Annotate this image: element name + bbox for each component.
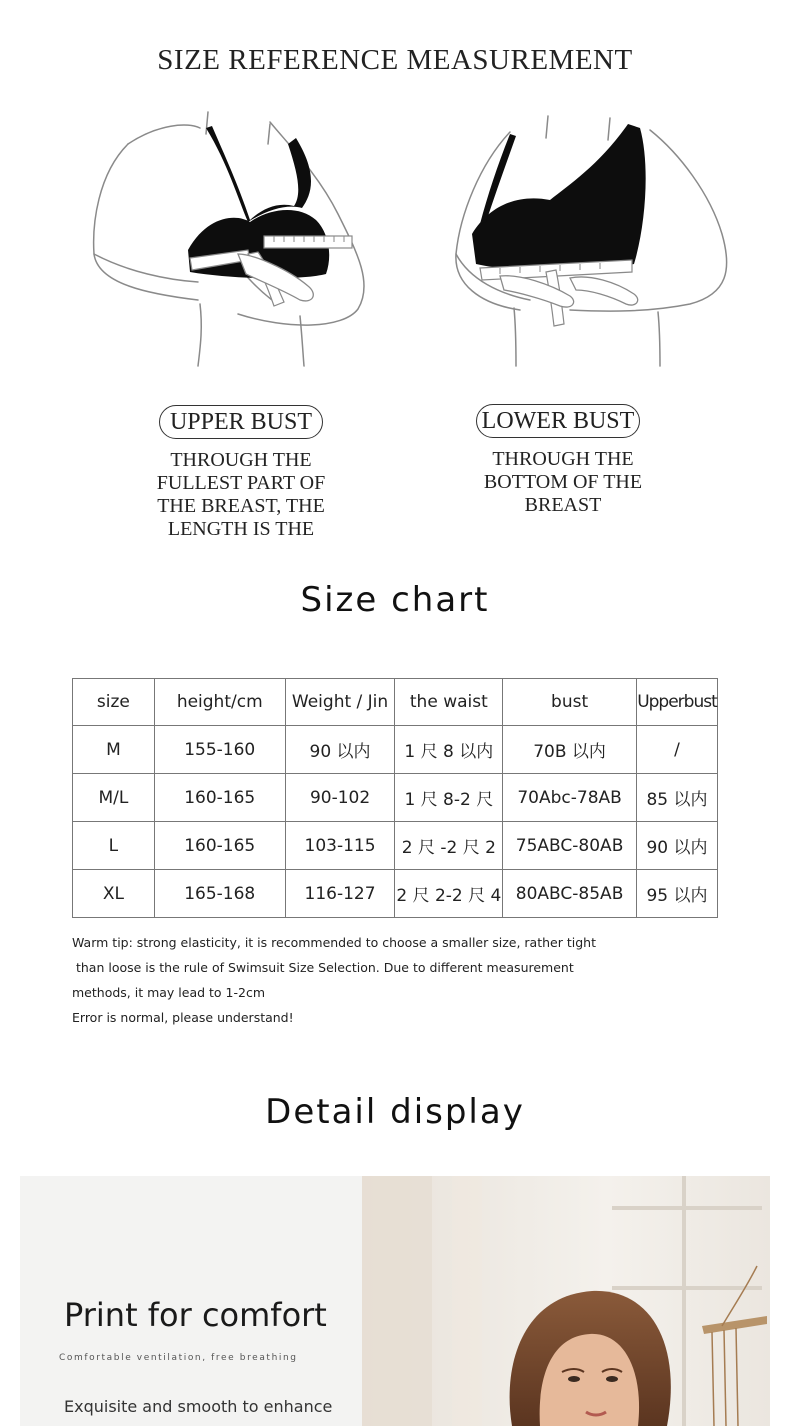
cell-waist: 2 尺 -2 尺 2: [395, 822, 503, 870]
cell-bust: 70Abc-78AB: [503, 774, 637, 822]
header-waist: the waist: [395, 679, 503, 726]
table-row: [73, 822, 718, 870]
cell-height: 155-160: [154, 726, 285, 774]
cell-height: 160-165: [154, 774, 285, 822]
cell-weight: 90 以内: [285, 726, 395, 774]
cell-height: 165-168: [154, 870, 285, 918]
lower-bust-illustration: [450, 104, 740, 370]
cell-size: M/L: [73, 774, 155, 822]
cell-upperbust: 85 以内: [636, 774, 717, 822]
header-bust: bust: [503, 679, 637, 726]
upper-bust-desc-line: LENGTH IS THE: [167, 518, 315, 540]
cell-bust: 75ABC-80AB: [503, 822, 637, 870]
lower-bust-desc-line: THROUGH THE: [492, 448, 634, 470]
model-photo: [362, 1176, 770, 1426]
cell-size: M: [73, 726, 155, 774]
table-row: [73, 726, 718, 774]
upper-bust-desc-line: THROUGH THE: [170, 449, 312, 471]
cell-weight: 90-102: [285, 774, 395, 822]
detail-display-title: Detail display: [265, 1092, 525, 1132]
upper-bust-desc-line: FULLEST PART OF: [156, 472, 326, 494]
size-chart-title: Size chart: [300, 580, 490, 620]
table-row: [73, 870, 718, 918]
tip-line: methods, it may lead to 1-2cm: [72, 985, 266, 1000]
measurement-title: SIZE REFERENCE MEASUREMENT: [157, 44, 633, 76]
cell-upperbust: /: [636, 726, 717, 774]
header-upperbust: Upperbust: [636, 679, 717, 726]
upper-bust-illustration: [88, 104, 378, 370]
header-weight: Weight / Jin: [285, 679, 395, 726]
cell-bust: 70B 以内: [503, 726, 637, 774]
tip-line: Warm tip: strong elasticity, it is recommended to choose a smaller size, rather tight: [72, 935, 596, 950]
cell-weight: 103-115: [285, 822, 395, 870]
table-row: [73, 774, 718, 822]
promo-title: Print for comfort: [64, 1296, 327, 1334]
tip-line: Error is normal, please understand!: [72, 1010, 294, 1025]
cell-size: L: [73, 822, 155, 870]
size-table: [72, 678, 718, 918]
cell-size: XL: [73, 870, 155, 918]
tip-line: than loose is the rule of Swimsuit Size Selection. Due to different measurement: [72, 960, 574, 975]
upper-bust-label: UPPER BUST: [159, 405, 323, 439]
upper-bust-description: [130, 449, 352, 541]
lower-bust-desc-line: BOTTOM OF THE: [483, 471, 643, 493]
cell-height: 160-165: [154, 822, 285, 870]
header-height: height/cm: [154, 679, 285, 726]
promo-text: Exquisite and smooth to enhance: [64, 1397, 333, 1416]
cell-weight: 116-127: [285, 870, 395, 918]
cell-upperbust: 90 以内: [636, 822, 717, 870]
cell-upperbust: 95 以内: [636, 870, 717, 918]
cell-waist: 2 尺 2-2 尺 4: [395, 870, 503, 918]
upper-bust-desc-line: THE BREAST, THE: [157, 495, 325, 517]
table-header-row: [73, 679, 718, 726]
detail-banner: [20, 1176, 770, 1426]
cell-bust: 80ABC-85AB: [503, 870, 637, 918]
detail-text-panel: [20, 1176, 362, 1426]
lower-bust-desc-line: BREAST: [524, 494, 602, 516]
lower-bust-label: LOWER BUST: [476, 404, 640, 438]
cell-waist: 1 尺 8 以内: [395, 726, 503, 774]
header-size: size: [73, 679, 155, 726]
cell-waist: 1 尺 8-2 尺: [395, 774, 503, 822]
promo-subtitle: Comfortable ventilation, free breathing: [59, 1353, 298, 1363]
lower-bust-description: [460, 448, 666, 517]
warm-tip: [72, 930, 632, 1030]
